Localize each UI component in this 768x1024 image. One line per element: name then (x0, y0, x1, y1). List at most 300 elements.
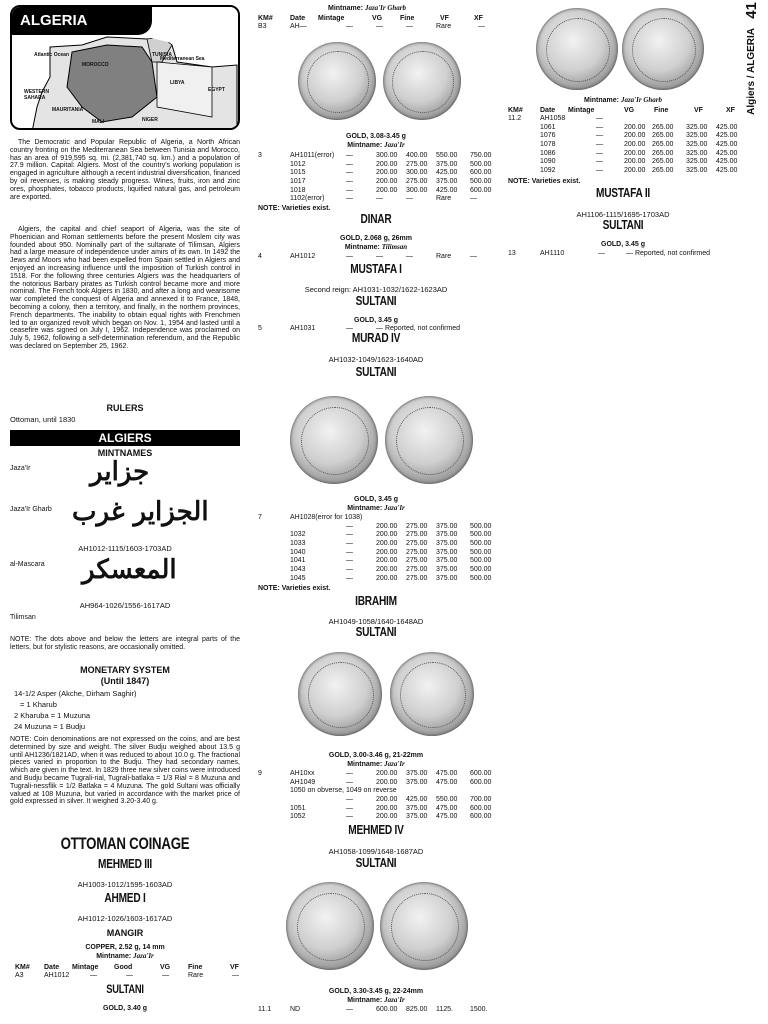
table-row (256, 152, 496, 161)
cell-mintage: — (596, 115, 603, 122)
sultani-d-mint (256, 996, 496, 1005)
c3-table-header (506, 107, 740, 115)
cell-date: AH1031 (290, 325, 316, 332)
map-label-atlantic: Atlantic Ocean (34, 52, 70, 58)
cell-mintage: — (346, 253, 353, 260)
table-row (256, 514, 496, 523)
mangir-spec: COPPER, 2.52 g, 14 mm (85, 944, 165, 951)
col-vg: VG (624, 107, 635, 114)
cell-vg: 200.00 (376, 178, 398, 186)
cell-vg: 200.00 (376, 770, 398, 777)
cell-date: 1050 on obverse, 1049 on reverse (290, 787, 397, 795)
coin-obverse-image (298, 652, 382, 736)
col-fine: Fine (400, 15, 415, 22)
mintname-tilimsan: Tilimsan (10, 614, 36, 621)
cell-vg: 200.00 (376, 804, 398, 812)
cell-date: AH1012 (290, 253, 316, 260)
cell-vf: 550.00 (436, 152, 458, 159)
col-date: Date (290, 15, 306, 22)
table-row (256, 540, 496, 549)
km7-table (256, 514, 496, 584)
mint-label: Mintname: (584, 97, 619, 104)
map-label-mauritania: MAURITANIA (52, 107, 84, 113)
mint-value: Jaza'Ir (384, 141, 405, 149)
cell-km: A3 (15, 972, 24, 979)
cell-vg: 200.00 (376, 548, 398, 556)
dinar-table (256, 253, 496, 261)
col-km: KM# (15, 964, 30, 971)
cell-mintage: — (346, 195, 353, 203)
cell-fine: 265.00 (652, 123, 674, 131)
table-row (256, 813, 496, 822)
cell-mintage: — (346, 813, 353, 821)
cell-vf: 475.00 (436, 813, 458, 821)
ibrahim-dates: AH1049-1058/1640-1648AD (328, 617, 424, 626)
cell-xf: 500.00 (470, 566, 492, 574)
table-row (256, 178, 496, 187)
cell-date: 1041 (290, 557, 306, 565)
table-row (256, 253, 496, 261)
table-row (256, 187, 496, 196)
col-vg: VG (160, 964, 171, 971)
table-row (256, 549, 496, 558)
col-date: Date (540, 107, 556, 114)
sultani-b-spec: GOLD, 3.45 g (354, 496, 398, 503)
cell-mintage: — (346, 160, 353, 168)
cell-xf: 600.00 (470, 778, 492, 786)
mintname-jazair-gharb: Jaza'Ir Gharb (10, 506, 52, 513)
cell-fine: — (406, 195, 413, 203)
cell-km: B3 (258, 23, 267, 30)
intro-paragraph-2: Algiers, the capital and chief seaport of Algeria, was the site of Phoenician and Roman settlements before the present Moslem city was founded about 950. Nominally part of the sultanate of Tilimsan, Algiers had a large measure of independence under amirs of its own. In 1492 the Jews and Moors who had been expelled from Spain settled in Algiers and enjoyed an increasing influence until the imposition of Turkish control in 1518. For the following three centuries Algiers was the headquarters of the notorious Barbary pirates as Turkish control became more and more nominal. The French took Algiers in 1830, and after a long and wearisome war completed the conquest of Algeria and annexed it to France, 1848, becoming a colony, then a territory, and finally, in the northern provinces, French departments. The inability to obtain equal rights with Frenchmen led to an organized revolt which began on Nov. 1, 1954 and lasted until a ceasefire was signed on July I, 1962. Independence was proclaimed on July 5, 1962, following a self-determination referendum, and the Republic was declared on September 25, 1962. (10, 226, 240, 350)
cell-xf: 500.00 (470, 540, 492, 548)
coin-obverse-image (536, 8, 618, 90)
cell-fine: 265.00 (652, 141, 674, 149)
cell-vg: 200.00 (376, 796, 398, 804)
col-vg: VG (372, 15, 383, 22)
cell-date: 1076 (540, 132, 556, 140)
cell-fine: 375.00 (406, 770, 428, 777)
cell-date: 1017 (290, 178, 306, 186)
cell-date: 1033 (290, 540, 306, 548)
cell-km: 5 (258, 325, 262, 332)
intro-paragraph-1: The Democratic and Popular Republic of Algeria, a North African country fronting on the Mediterranean Sea between Tunisia and Morocco, has an area of 919,595 sq. mi. (2,381,740 sq. km.) and a population of 27.9 million. Capital: Algiers. Most of the country's working population is engaged in agriculture although a recent industrial diversification, financed by oil revenues, is making steady progress. Wines, fruits, iron and zinc ores, phosphates, tobacco products, liquified natural gas, and petroleum are exported. (10, 139, 240, 201)
cell-mintage: — (598, 250, 605, 257)
mehmed4-dates: AH1058-1099/1648-1687AD (328, 847, 424, 856)
ottoman-coinage-heading: OTTOMAN COINAGE (60, 834, 190, 853)
cell-xf: 425.00 (716, 149, 738, 157)
cell-fine: 275.00 (406, 540, 428, 548)
col-date: Date (44, 964, 60, 971)
mint-label: Mintname: (347, 505, 383, 512)
cell-xf: — (478, 23, 485, 30)
km3-table (256, 152, 496, 204)
cell-xf: 500.00 (470, 557, 492, 565)
mint-value: Jaza'Ir Gharb (364, 4, 406, 12)
cell-xf: 600.00 (470, 169, 492, 177)
cell-xf: 425.00 (716, 158, 738, 166)
dinar-spec: GOLD, 2.068 g, 26mm (340, 235, 412, 242)
table-row (256, 805, 496, 814)
km9-table (256, 770, 496, 822)
mustafa1-heading: MUSTAFA I (350, 261, 402, 276)
col-xf: XF (726, 107, 735, 114)
mehmed3-heading: MEHMED III (97, 856, 152, 871)
mintname-mascara: al-Mascara (10, 561, 45, 568)
mustafa2-dates: AH1106-1115/1695-1703AD (576, 210, 670, 219)
monetary-line-3: 2 Kharuba = 1 Muzuna (14, 711, 91, 720)
cell-vg: — (376, 23, 383, 30)
murad4-dates: AH1032-1049/1623-1640AD (328, 355, 424, 364)
cell-vf: 375.00 (436, 522, 458, 530)
cell-mintage: — (346, 169, 353, 177)
cell-vg: 200.00 (376, 540, 398, 548)
cell-fine: 300.00 (406, 186, 428, 194)
cell-vg: 200.00 (624, 158, 646, 166)
cell-vg: 200.00 (376, 169, 398, 177)
cell-date: AH10xx (290, 770, 315, 777)
cell-xf: 500.00 (470, 548, 492, 556)
cell-vf: 325.00 (686, 149, 708, 157)
note-varieties-1: NOTE: Varieties exist. (258, 205, 331, 212)
cell-fine: 265.00 (652, 149, 674, 157)
cell-date: 1102(error) (290, 195, 325, 203)
note-varieties-3: NOTE: Varieties exist. (508, 178, 581, 185)
mintnames-heading: MINTNAMES (97, 448, 153, 458)
table-row (506, 250, 740, 258)
cell-date: 1040 (290, 548, 306, 556)
table-row (256, 770, 496, 779)
cell-km: 11.1 (258, 1006, 272, 1013)
table-row (256, 787, 496, 796)
cell-vf: 425.00 (436, 169, 458, 177)
col-km: KM# (508, 107, 523, 114)
cell-vf: 375.00 (436, 540, 458, 548)
cell-date: 1061 (540, 123, 556, 131)
mehmed3-dates: AH1003-1012/1595-1603AD (77, 880, 173, 889)
cell-note: — Reported, not confirmed (626, 250, 711, 257)
table-row (256, 161, 496, 170)
table-row (506, 150, 740, 159)
algiers-bar: ALGIERS (10, 430, 240, 446)
monetary-line-2: = 1 Kharub (20, 700, 57, 709)
cell-mintage: — (346, 566, 353, 574)
cell-date: 1086 (540, 149, 556, 157)
map-label-tunisia: TUNISIA (152, 52, 172, 58)
mint-value: Jaza'Ir (384, 504, 405, 512)
mint-label: Mintname: (347, 761, 383, 768)
cell-vf: Rare (436, 23, 452, 30)
col-xf: XF (474, 15, 483, 22)
table-row (506, 132, 740, 141)
table-row (256, 169, 496, 178)
cell-fine: 265.00 (652, 158, 674, 166)
cell-mintage: — (596, 167, 603, 175)
table-row (506, 167, 740, 176)
map-label-egypt: EGYPT (208, 87, 225, 93)
table-row (506, 115, 740, 124)
cell-vf: 325.00 (686, 132, 708, 140)
cell-vg: 200.00 (376, 813, 398, 821)
cell-date: 1012 (290, 160, 306, 168)
cell-mintage: — (346, 186, 353, 194)
sultani-c3-spec: GOLD, 3.45 g (601, 241, 645, 248)
cell-date: AH— (290, 23, 307, 30)
cell-vf: — (232, 972, 239, 979)
col-fine: Fine (654, 107, 669, 114)
ahmed1-dates: AH1012-1026/1603-1617AD (77, 914, 173, 923)
cell-xf: 700.00 (470, 796, 492, 804)
map-label-med: Mediterranean Sea (160, 56, 205, 62)
cell-fine: 265.00 (652, 167, 674, 175)
cell-km: 9 (258, 770, 262, 777)
mintname-jazair: Jaza'Ir (10, 465, 31, 472)
cell-date: 1045 (290, 574, 306, 582)
cell-date: 1043 (290, 566, 306, 574)
cell-vf: 325.00 (686, 123, 708, 131)
cell-xf: 425.00 (716, 167, 738, 175)
map-label-niger: NIGER (142, 117, 158, 123)
cell-vf: 375.00 (436, 548, 458, 556)
cell-vf: 375.00 (436, 531, 458, 539)
cell-vf: 375.00 (436, 557, 458, 565)
cell-date: ND (290, 1006, 301, 1013)
cell-xf: — (470, 253, 477, 260)
mint-label: Mintname: (347, 142, 383, 149)
cell-date: 1090 (540, 158, 556, 166)
col-mintage: Mintage (568, 107, 595, 114)
table-row (256, 523, 496, 532)
cell-vg: 200.00 (624, 149, 646, 157)
cell-fine: 375.00 (406, 804, 428, 812)
cell-fine: 275.00 (406, 178, 428, 186)
table-row (256, 575, 496, 584)
cell-vf: 375.00 (436, 160, 458, 168)
mint-label: Mintname: (344, 244, 380, 251)
col-mintage: Mintage (318, 15, 345, 22)
monetary-line-1: 14-1/2 Asper (Akche, Dirham Saghir) (14, 689, 137, 698)
sultani-b-heading: SULTANI (355, 364, 397, 379)
c3-table (506, 115, 740, 176)
sultani-c1-heading: SULTANI (106, 982, 144, 996)
cell-xf: 500.00 (470, 522, 492, 530)
murad4-heading: MURAD IV (351, 330, 401, 345)
sultani-c3-heading: SULTANI (602, 217, 644, 232)
mintname-mascara-dates: AH964-1026/1556-1617AD (79, 601, 171, 610)
sultani-c-heading: SULTANI (355, 624, 397, 639)
cell-km: 7 (258, 514, 262, 521)
cell-xf: — (470, 195, 477, 203)
col-vf: VF (230, 964, 239, 971)
cell-xf: 500.00 (470, 160, 492, 168)
gold1-spec: GOLD, 3.08-3.45 g (346, 133, 406, 140)
mint-label: Mintname: (96, 953, 132, 960)
cell-note: — Reported, not confirmed (376, 325, 461, 332)
coin-reverse-image (385, 396, 473, 484)
cell-fine: — (406, 23, 413, 30)
monetary-heading: MONETARY SYSTEM (80, 665, 170, 675)
coin-reverse-image (380, 882, 468, 970)
cell-vg: — (162, 972, 169, 979)
cell-vg: 200.00 (376, 522, 398, 530)
table-row (506, 158, 740, 167)
map-label-libya: LIBYA (170, 80, 185, 86)
map-label-morocco: MOROCCO (82, 62, 109, 68)
table-row (256, 796, 496, 805)
cell-date: 1078 (540, 141, 556, 149)
mintname-jazair-arabic: جزاير (90, 457, 150, 487)
cell-xf: 600.00 (470, 186, 492, 194)
cell-mintage: — (346, 548, 353, 556)
cell-mintage: — (346, 1006, 353, 1013)
cell-fine: 275.00 (406, 160, 428, 168)
cell-vg: 200.00 (376, 531, 398, 539)
cell-fine: 275.00 (406, 531, 428, 539)
table-row (256, 1006, 496, 1014)
cell-date: 1032 (290, 531, 306, 539)
cell-mintage: — (346, 178, 353, 186)
table-row (256, 557, 496, 566)
cell-vf: Rare (436, 195, 452, 203)
cell-mintage: — (346, 804, 353, 812)
running-head: Algiers / ALGERIA (746, 28, 757, 115)
cell-mintage: — (346, 531, 353, 539)
cell-date: AH1028(error for 1038) (290, 514, 363, 521)
cell-mintage: — (346, 778, 353, 786)
mint-value: Jaza'Ir (384, 760, 405, 768)
sultani-d-spec: GOLD, 3.30-3.45 g, 22-24mm (328, 988, 424, 995)
table-row (256, 566, 496, 575)
cell-fine: 275.00 (406, 557, 428, 565)
cell-fine: 375.00 (406, 778, 428, 786)
sultani-c1-spec: GOLD, 3.40 g (103, 1005, 147, 1012)
cell-xf: 600.00 (470, 804, 492, 812)
sultani-d-heading: SULTANI (355, 855, 397, 870)
cell-xf: 425.00 (716, 132, 738, 140)
cell-mintage: — (596, 149, 603, 157)
mustafa2-heading: MUSTAFA II (596, 185, 650, 200)
cell-vg: 200.00 (624, 123, 646, 131)
col-km: KM# (258, 15, 273, 22)
dinar-mint (256, 243, 496, 252)
note-varieties-2: NOTE: Varieties exist. (258, 585, 331, 592)
monetary-subheading: (Until 1847) (100, 676, 150, 686)
cell-vg: 200.00 (624, 141, 646, 149)
coin-obverse-image (298, 42, 376, 120)
cell-vg: 200.00 (376, 160, 398, 168)
c3-mint (506, 96, 740, 105)
mint-label: Mintname: (328, 5, 363, 12)
cell-km: 4 (258, 253, 262, 260)
col-good: Good (114, 964, 133, 971)
monetary-line-4: 24 Muzuna = 1 Budju (14, 722, 86, 731)
mintname-mascara-arabic: المعسكر (82, 555, 177, 585)
page-number: 41 (743, 2, 760, 19)
cell-vf: Rare (436, 253, 452, 260)
col-mintage: Mintage (72, 964, 99, 971)
cell-date: AH1058 (540, 115, 566, 122)
cell-vf: 550.00 (436, 796, 458, 804)
cell-vg: 200.00 (376, 566, 398, 574)
cell-xf: 1500. (470, 1006, 488, 1013)
sultani-b-mint (256, 504, 496, 513)
cell-fine: 265.00 (652, 132, 674, 140)
cell-date: 1051 (290, 804, 306, 812)
table-row (256, 23, 496, 31)
sultani-a-spec: GOLD, 3.45 g (354, 317, 398, 324)
cell-fine: 400.00 (406, 152, 428, 159)
cell-fine: — (406, 253, 413, 260)
mintname-jazair-gharb-arabic: الجزاير غرب (72, 497, 209, 527)
ibrahim-heading: IBRAHIM (355, 593, 397, 608)
rulers-text: Ottoman, until 1830 (10, 415, 76, 424)
cell-mintage: — (346, 325, 353, 332)
cell-vg: 200.00 (376, 557, 398, 565)
mangir-table-header (10, 964, 240, 972)
cell-vg: — (376, 195, 383, 203)
cell-mintage: — (346, 152, 353, 159)
sultani-c-spec: GOLD, 3.00-3.46 g, 21-22mm (328, 752, 424, 759)
table-row (256, 531, 496, 540)
cell-vf: 475.00 (436, 804, 458, 812)
cell-date: AH1110 (540, 250, 565, 257)
cell-date: AH1011(error) (290, 152, 335, 159)
mangir-mint (10, 952, 240, 961)
cell-date: 1018 (290, 186, 306, 194)
table-row (506, 124, 740, 133)
cell-fine: Rare (188, 972, 204, 979)
mint-label: Mintname: (347, 997, 383, 1004)
cell-vf: 375.00 (436, 566, 458, 574)
col-vf: VF (694, 107, 703, 114)
cell-fine: 825.00 (406, 1006, 428, 1013)
cell-vg: 200.00 (376, 778, 398, 786)
cell-mintage: — (90, 972, 97, 979)
c2-table-header (256, 15, 496, 23)
cell-date: 1015 (290, 169, 306, 177)
mintname-jazair-gharb-dates: AH1012-1115/1603-1703AD (78, 544, 172, 553)
cell-fine: 425.00 (406, 796, 428, 804)
cell-vg: 200.00 (376, 574, 398, 582)
km11-table (256, 1006, 496, 1014)
cell-xf: 425.00 (716, 141, 738, 149)
cell-vg: 200.00 (624, 167, 646, 175)
mint-value: Jaza'Ir (384, 996, 405, 1004)
cell-date: AH1049 (290, 778, 316, 786)
cell-vf: 375.00 (436, 574, 458, 582)
cell-vg: 600.00 (376, 1006, 398, 1013)
table-row (256, 195, 496, 204)
table-row (256, 779, 496, 788)
dinar-heading: DINAR (360, 211, 392, 226)
cell-mintage: — (346, 540, 353, 548)
cell-fine: 300.00 (406, 169, 428, 177)
cell-vf: 1125. (436, 1006, 453, 1013)
cell-vf: 325.00 (686, 141, 708, 149)
coin-reverse-image (390, 652, 474, 736)
cell-vg: 200.00 (376, 186, 398, 194)
ahmed1-heading: AHMED I (104, 890, 146, 905)
cell-fine: 375.00 (406, 813, 428, 821)
note-dots: NOTE: The dots above and below the letters are integral parts of the letters, but for stylistic reasons, are occasionally omitted. (10, 636, 240, 651)
cell-good: — (126, 972, 133, 979)
cell-mintage: — (596, 158, 603, 166)
sultani-c-mint (256, 760, 496, 769)
sultani-a-heading: SULTANI (355, 293, 397, 308)
cell-vf: 425.00 (436, 186, 458, 194)
col-vf: VF (440, 15, 449, 22)
cell-fine: 275.00 (406, 522, 428, 530)
